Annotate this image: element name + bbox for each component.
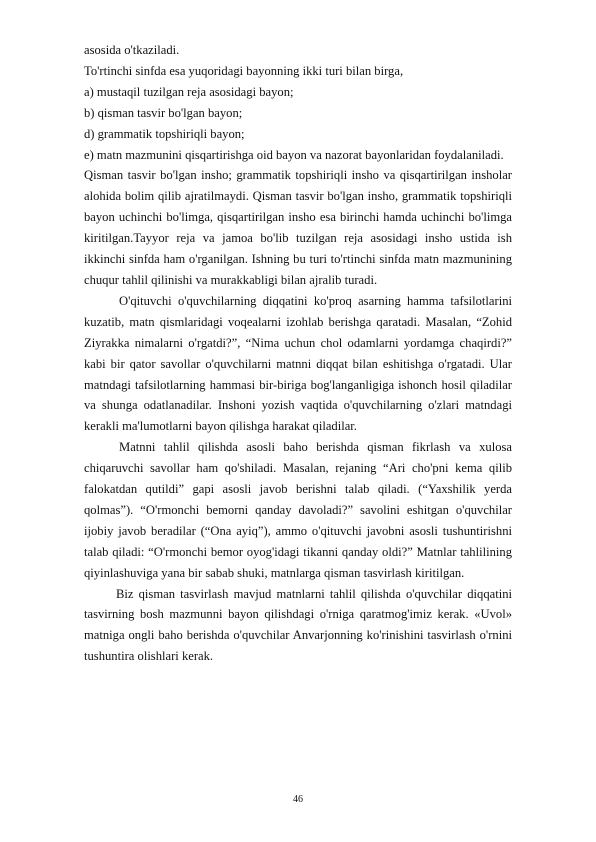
page-number: 46: [293, 794, 303, 805]
paragraph: Matnni tahlil qilishda asosli baho berishda qisman fikrlash va xulosa chiqaruvchi savollar ham qo'shiladi. Masalan, rejaning “Ari cho'pni kema qilib falokatdan qutildi” gapi asosli javob berishni talab qiladi. (“Yaxshilik yerda qolmas”). “O'rmonchi bemorni qanday davoladi?” savolini eshitgan o'quvchilar ijobiy javob beradilar (“Ona ayiq”), ammo o'qituvchi javobni asosli tushuntirishni talab qiladi: “O'rmonchi bemor oyog'idagi tikanni qanday oldi?” Matnlar tahlilining qiyinlashuviga yana bir sabab shuki, matnlarga qisman tasvirlash kiritilgan.: [84, 440, 512, 580]
paragraph: O'qituvchi o'quvchilarning diqqatini ko'proq asarning hamma tafsilotlarini kuzatib, matn qismlaridagi voqealarni izohlab berishga qaratadi. Masalan, “Zohid Ziyrakka nimalarni o'rgatdi?”, “Nima uchun chol odamlarni yordamga chaqirdi?” kabi bir qator savollar o'quvchilarni matnni diqqat bilan eshitishga o'rgatadi. Ular matndagi tafsilotlarning hammasi bir-biriga bog'langanligiga ishonch hosil qiladilar va shunga odatlanadilar. Inshoni yozish vaqtida o'quvchilarning o'zlari matndagi kerakli ma'lumotlarni bayon qilishga harakat qiladilar.: [84, 293, 512, 434]
document-page: [84, 40, 512, 667]
text-line: asosida o'tkaziladi.: [84, 43, 180, 57]
list-item-a: a) mustaqil tuzilgan reja asosidagi bayon;: [84, 84, 294, 99]
list-item-e: e) matn mazmunini qisqartirishga oid bayon va nazorat bayonlaridan foydalaniladi.: [84, 147, 504, 162]
list-item-d: d) grammatik topshiriqli bayon;: [84, 126, 245, 141]
paragraph: Qisman tasvir bo'lgan insho; grammatik topshiriqli insho va qisqartirilgan insholar alohida bolim qilib ajratilmaydi. Qisman tasvir bo'lgan insho, grammatik topshiriqli bayon uchinchi bo'limga, qisqartirilgan insho esa birinchi hamda uchinchi bo'limga kiritilgan.Tayyor reja va jamoa bo'lib tuzilgan reja asosidagi insho ustida ish ikkinchi sinfda ham o'rganilgan. Ishning bu turi to'rtinchi sinfda matn mazmunining chuqur tahlil qilinishi va murakkabligi bilan ajralib turadi.: [84, 168, 512, 287]
paragraph: Biz qisman tasvirlash mavjud matnlarni tahlil qilishda o'quvchilar diqqatini tasvirning bosh mazmunni bayon qilishdagi o'rniga qaratmog'imiz kerak. «Uvol» matniga ongli baho berishda o'quvchilar Anvarjonning ko'rinishini tasvirlash o'rnini tushuntira olishlari kerak.: [84, 586, 512, 664]
text-line: To'rtinchi sinfda esa yuqoridagi bayonning ikki turi bilan birga,: [84, 63, 404, 78]
list-item-b: b) qisman tasvir bo'lgan bayon;: [84, 105, 243, 120]
